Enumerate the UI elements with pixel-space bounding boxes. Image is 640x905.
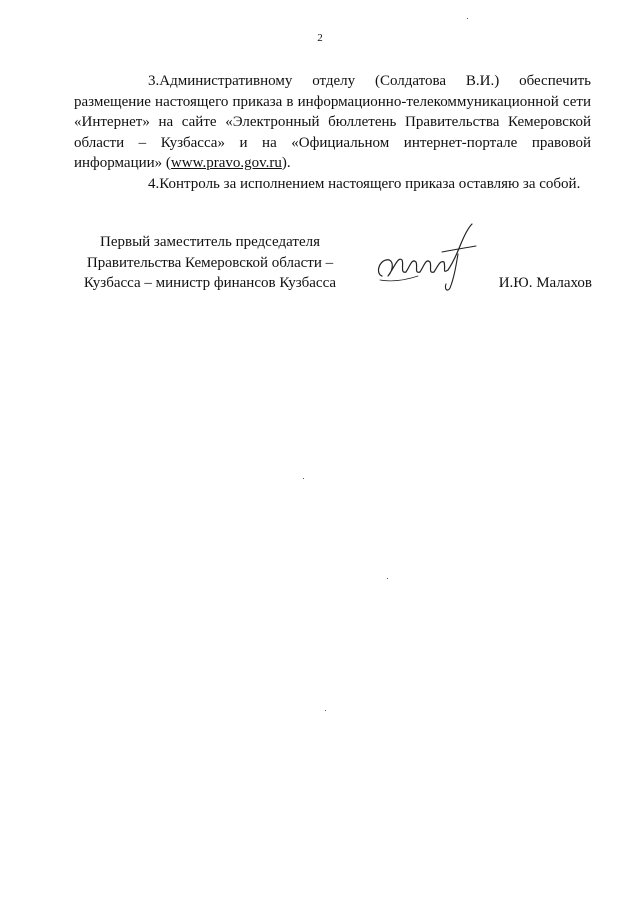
handwritten-signature-icon — [372, 216, 484, 296]
signatory-position — [60, 232, 360, 294]
scan-speck — [325, 710, 326, 711]
signatory-name: И.Ю. Малахов — [498, 275, 592, 291]
document-body — [74, 71, 591, 194]
position-line: Первый заместитель председателя — [100, 234, 320, 250]
pravo-gov-link[interactable]: www.pravo.gov.ru — [170, 155, 282, 171]
paragraph-number: 3. — [148, 73, 160, 89]
position-line: Кузбасса – министр финансов Кузбасса — [83, 275, 337, 291]
paragraph-text: Контроль за исполнением настоящего приказа оставляю за собой. — [159, 175, 581, 192]
scan-speck — [387, 578, 388, 579]
scan-speck — [303, 478, 304, 479]
paragraph-text-end: ). — [281, 155, 291, 171]
paragraph-3 — [74, 71, 591, 174]
page-number: 2 — [317, 32, 323, 44]
position-line: Правительства Кемеровской области – — [86, 254, 334, 271]
paragraph-4 — [74, 174, 591, 195]
paragraph-number: 4. — [148, 175, 160, 192]
scan-speck — [467, 18, 468, 19]
paragraph-text: Административному отделу (Солдатова В.И.) обеспечить размещение настоящего приказа в информационно-телекоммуникационной сети «Интернет» на сайте «Электронный бюллетень Правительства Кемеровской области – Кузбасса» и на «Официальном интернет-портале правовой информации» ( — [74, 73, 591, 171]
